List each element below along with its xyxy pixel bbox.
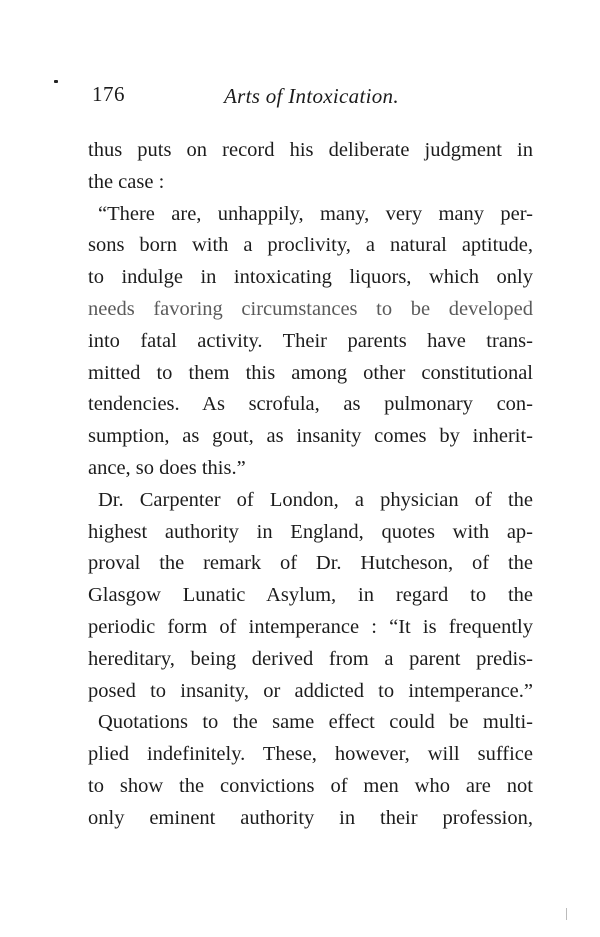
text-line: to show the convictions of men who are not <box>88 774 533 797</box>
page-header <box>92 82 532 112</box>
text-line: Glasgow Lunatic Asylum, in regard to the <box>88 584 533 607</box>
text-line: to indulge in intoxicating liquors, which only <box>88 266 533 289</box>
gutter-mark <box>566 908 567 920</box>
ink-speck <box>54 80 58 83</box>
text-line: “There are, unhappily, many, very many per- <box>98 202 533 225</box>
text-line: mitted to them this among other constitutional <box>88 361 533 384</box>
text-line: into fatal activity. Their parents have trans- <box>88 329 533 352</box>
text-line: highest authority in England, quotes with ap- <box>88 520 533 543</box>
body-text <box>88 135 533 835</box>
text-line: only eminent authority in their profession, <box>88 806 533 829</box>
page-number: 176 <box>92 82 125 106</box>
text-line: periodic form of intemperance : “It is frequently <box>88 615 533 638</box>
running-title: Arts of Intoxication. <box>224 84 399 108</box>
text-line: Dr. Carpenter of London, a physician of the <box>98 488 533 511</box>
text-line: needs favoring circumstances to be developed <box>88 297 533 320</box>
text-line: hereditary, being derived from a parent predis- <box>88 647 533 670</box>
text-line: proval the remark of Dr. Hutcheson, of the <box>88 552 533 575</box>
text-line: ance, so does this.” <box>88 456 246 479</box>
text-line: Quotations to the same effect could be multi- <box>98 711 533 734</box>
text-line: posed to insanity, or addicted to intemperance.” <box>88 679 533 702</box>
text-line: the case : <box>88 170 165 193</box>
text-line: tendencies. As scrofula, as pulmonary con- <box>88 393 533 416</box>
text-line: sons born with a proclivity, a natural aptitude, <box>88 234 533 257</box>
text-line: thus puts on record his deliberate judgment in <box>88 139 533 161</box>
text-line: plied indefinitely. These, however, will suffice <box>88 743 533 766</box>
text-line: sumption, as gout, as insanity comes by inherit- <box>88 425 533 448</box>
